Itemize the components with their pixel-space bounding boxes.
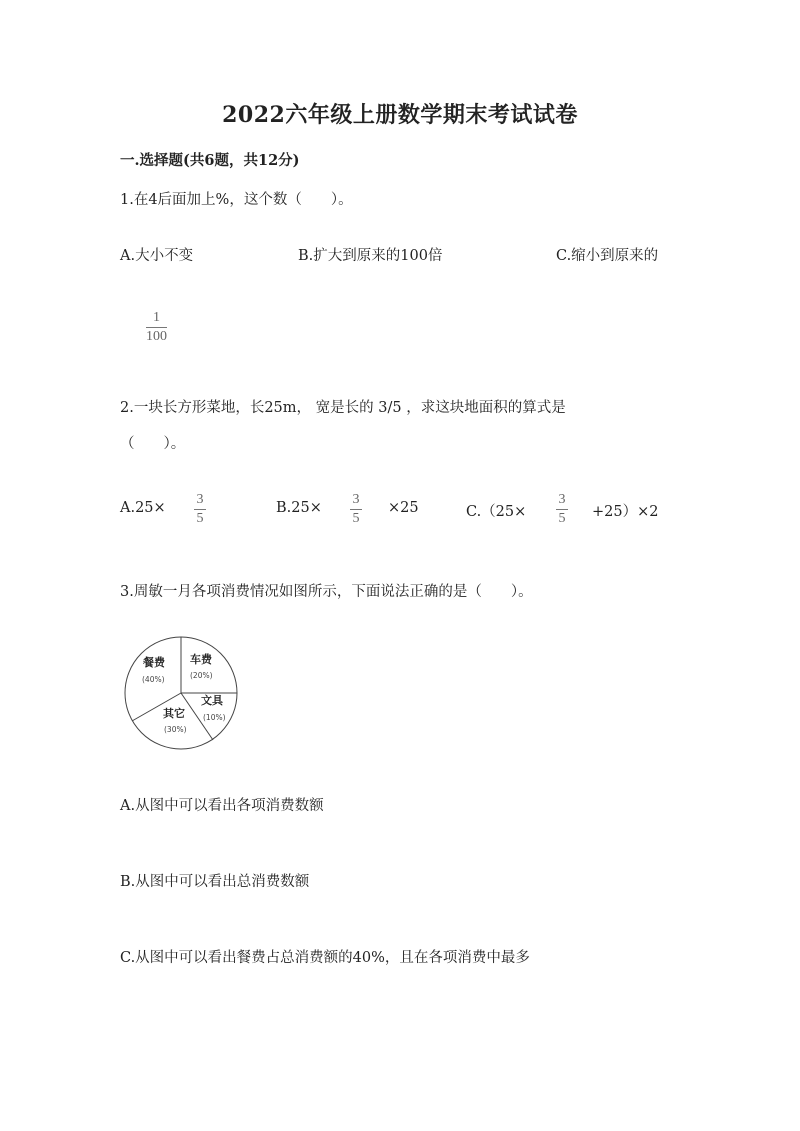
fraction-denominator: 5 xyxy=(352,511,360,526)
section-heading: 一.选择题(共6题，共12分) xyxy=(120,152,300,169)
question-1-option-b[interactable]: B.扩大到原来的100倍 xyxy=(298,248,443,264)
fraction-denominator: 5 xyxy=(196,511,204,526)
fraction-bar xyxy=(146,327,167,328)
question-2-stem-line1: 2.一块长方形菜地，长25m， 宽是长的 3/5 ，求这块地面积的算式是 xyxy=(120,400,566,416)
fraction-numerator: 3 xyxy=(558,492,566,507)
pie-slice-pct-other: (30%) xyxy=(164,725,187,734)
pie-slice-label-transport: 车费 xyxy=(190,653,212,666)
question-2-option-c-fraction xyxy=(556,492,568,527)
question-2-option-a[interactable]: A.25× xyxy=(120,500,166,516)
question-2-stem-line2: （ ）。 xyxy=(120,436,186,452)
fraction-bar xyxy=(194,509,206,510)
fraction-bar xyxy=(556,509,568,510)
question-2-option-b[interactable]: B.25× xyxy=(276,500,322,516)
question-2-option-c[interactable]: C.（25× xyxy=(466,504,527,520)
question-3-option-b[interactable]: B.从图中可以看出总消费数额 xyxy=(120,874,310,890)
question-1-option-c-fraction xyxy=(146,310,167,345)
pie-slice-label-stationery: 文具 xyxy=(201,694,223,707)
pie-slice-pct-meals: (40%) xyxy=(142,675,165,684)
fraction-numerator: 3 xyxy=(196,492,204,507)
fraction-numerator: 3 xyxy=(352,492,360,507)
fraction-numerator: 1 xyxy=(153,310,160,325)
question-2-option-b-fraction xyxy=(350,492,362,527)
question-1-option-c[interactable]: C.缩小到原来的 xyxy=(556,248,659,264)
pie-slice-pct-transport: (20%) xyxy=(190,671,213,680)
question-2-option-b-suffix: ×25 xyxy=(388,500,419,516)
question-3-stem: 3.周敏一月各项消费情况如图所示，下面说法正确的是（ ）。 xyxy=(120,584,533,600)
question-3-option-c[interactable]: C.从图中可以看出餐费占总消费额的40%，且在各项消费中最多 xyxy=(120,950,530,966)
question-2-option-a-fraction xyxy=(194,492,206,527)
question-3-option-a[interactable]: A.从图中可以看出各项消费数额 xyxy=(120,798,324,814)
pie-slice-pct-stationery: (10%) xyxy=(203,713,226,722)
question-2-option-c-suffix: +25）×2 xyxy=(592,504,659,520)
fraction-denominator: 5 xyxy=(558,511,566,526)
pie-slice-label-other: 其它 xyxy=(163,707,185,720)
fraction-denominator: 100 xyxy=(146,329,167,344)
page-title: 2022六年级上册数学期末考试试卷 xyxy=(222,102,578,128)
fraction-bar xyxy=(350,509,362,510)
pie-slice-label-meals: 餐费 xyxy=(143,656,165,669)
question-1-option-a[interactable]: A.大小不变 xyxy=(120,248,194,264)
consumption-pie-chart xyxy=(120,636,244,756)
question-1-stem: 1.在4后面加上%，这个数（ ）。 xyxy=(120,192,353,208)
